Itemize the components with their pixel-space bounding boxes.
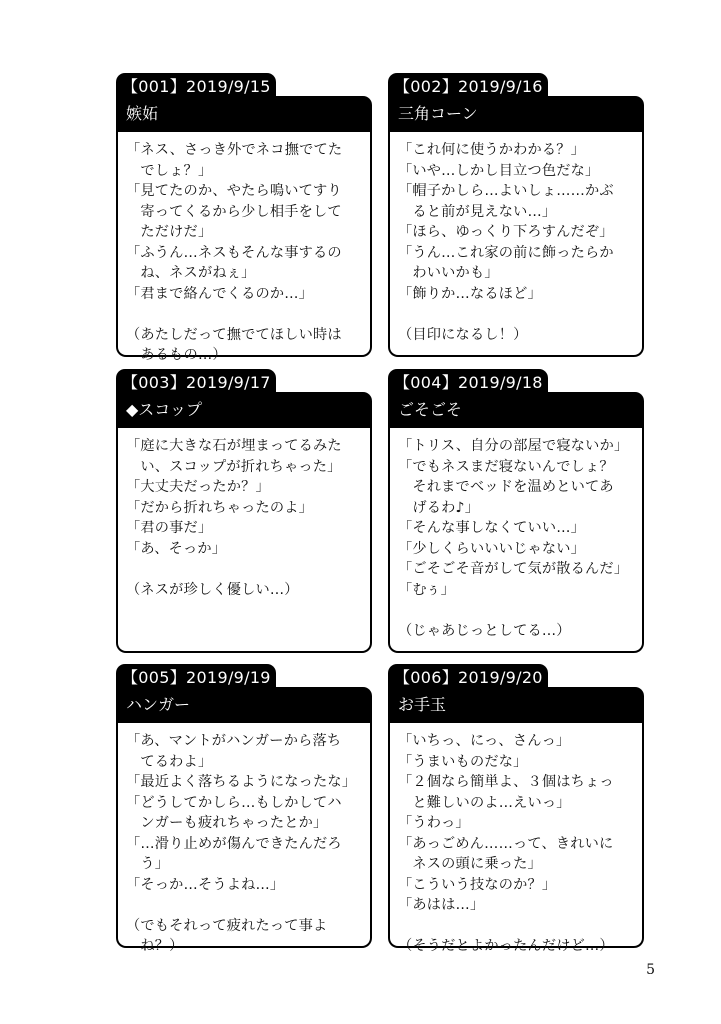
text-line [126,895,370,916]
text-line: 「君まで絡んでくるのか…」 [126,285,314,302]
text-line: 「あ、そっか」 [126,540,227,557]
text-line: げるわ♪」 [398,499,480,516]
entry-text-panel [388,132,644,357]
text-line: 「そんな事しなくていい…」 [398,520,586,536]
entry-text-panel [388,723,644,954]
text-line: 「ほら、ゆっくり下ろすんだぞ」 [398,224,614,240]
text-line: 「ふうん…ネスもそんな事するの [126,244,342,261]
text-line: 「ネス、さっき外でネコ撫でてた [126,142,343,158]
text-line: てるわよ」 [126,753,213,770]
text-line: ね、ネスがねぇ」 [126,265,256,281]
entry-number: 【003】 [122,373,187,392]
text-line: 「そっか…そうよね…」 [126,876,285,893]
text-line: 「ごそごそ音がして気が散るんだ」 [398,561,629,577]
text-line: 「あっごめん……って、きれいに [398,835,614,852]
text-line: と難しいのよ…えいっ」 [398,794,571,811]
text-line: 「でもネスまだ寝ないんでしょ？ [398,458,614,475]
text-line: い、スコップが折れちゃった」 [126,458,342,475]
entry-number: 【001】 [122,77,187,96]
entry-number: 【005】 [122,668,187,687]
text-line: 「トリス、自分の部屋で寝ないか」 [398,438,629,454]
text-line: 「帽子かしら…よいしょ……かぶ [398,183,614,199]
entry-title: 三角コーン [388,96,644,132]
page-number: 5 [646,962,655,978]
text-line: 「うまいものだな」 [398,753,528,770]
entry-number: 【002】 [394,77,459,96]
text-line: 「うわっ」 [398,815,470,831]
text-line [398,600,642,621]
text-line: （目印になるし！） [398,326,528,343]
entry-title: 嫉妬 [116,96,372,132]
text-line [126,559,370,580]
text-line: ただけだ」 [126,224,213,240]
entry-date: 2019/9/15 [186,77,271,96]
entry-title: ハンガー [116,687,372,723]
text-line [126,304,370,325]
text-line: （そうだとよかったんだけど…） [398,938,614,954]
text-line: 「いや…しかし目立つ色だな」 [398,162,600,179]
text-line: それまでベッドを温めといてあ [398,479,614,495]
text-line: （ネスが珍しく優しい…） [126,581,299,598]
text-line: ネスの頭に乗った」 [398,856,542,872]
text-line: 「大丈夫だったか？」 [126,479,270,495]
text-line: （でもそれって疲れたって事よ [126,917,328,934]
entry-title: ◆スコップ [116,392,372,428]
entry-text-panel [116,428,372,653]
text-line: 「…滑り止めが傷んできたんだろ [126,835,342,852]
text-line: わいいかも」 [398,265,499,281]
text-line: 「うん…これ家の前に飾ったらか [398,244,614,261]
text-line: 「こういう技なのか？」 [398,876,557,893]
text-line: 「少しくらいいいじゃない」 [398,540,586,557]
text-line: ね？） [126,938,184,954]
text-line: （じゃあじっとしてる…） [398,622,571,639]
text-line: 「２個なら簡単よ、３個はちょっ [398,774,614,790]
text-line: 「いちっ、にっ、さんっ」 [398,733,571,749]
text-line: 「どうしてかしら…もしかしてハ [126,794,342,811]
entry-date: 2019/9/18 [458,373,543,392]
text-line: 「だから折れちゃったのよ」 [126,499,314,516]
text-line: う」 [126,856,170,872]
text-line: 「庭に大きな石が埋まってるみた [126,438,342,454]
text-line: 「見てたのか、やたら鳴いてすり [126,183,342,199]
entry-date: 2019/9/19 [186,668,271,687]
text-line: （あたしだって撫でてほしい時は [126,326,342,343]
entry-text-panel [116,132,372,363]
text-line: 「あ、マントがハンガーから落ち [126,733,342,749]
text-line: 「これ何に使うかわかる？」 [398,142,586,158]
entry-date: 2019/9/16 [458,77,543,96]
text-line: あるもの…） [126,347,227,363]
text-line: ると前が見えない…」 [398,203,557,220]
text-line [398,304,642,325]
text-line: でしょ？」 [126,162,213,179]
entry-title: お手玉 [388,687,644,723]
text-line: 「むぅ」 [398,581,455,598]
text-line [398,916,642,937]
entry-number: 【004】 [394,373,459,392]
entry-text-panel [388,428,644,653]
entry-date: 2019/9/17 [186,373,271,392]
text-line: 「飾りか…なるほど」 [398,285,542,302]
text-line: 寄ってくるから少し相手をして [126,203,342,220]
text-line: 「最近よく落ちるようになったな」 [126,774,357,790]
text-line: 「君の事だ」 [126,520,213,536]
text-line: 「あはは…」 [398,897,485,913]
entry-title: ごそごそ [388,392,644,428]
entry-text-panel [116,723,372,954]
entry-number: 【006】 [394,668,459,687]
text-line: ンガーも疲れちゃったとか」 [126,815,328,831]
entry-date: 2019/9/20 [458,668,543,687]
